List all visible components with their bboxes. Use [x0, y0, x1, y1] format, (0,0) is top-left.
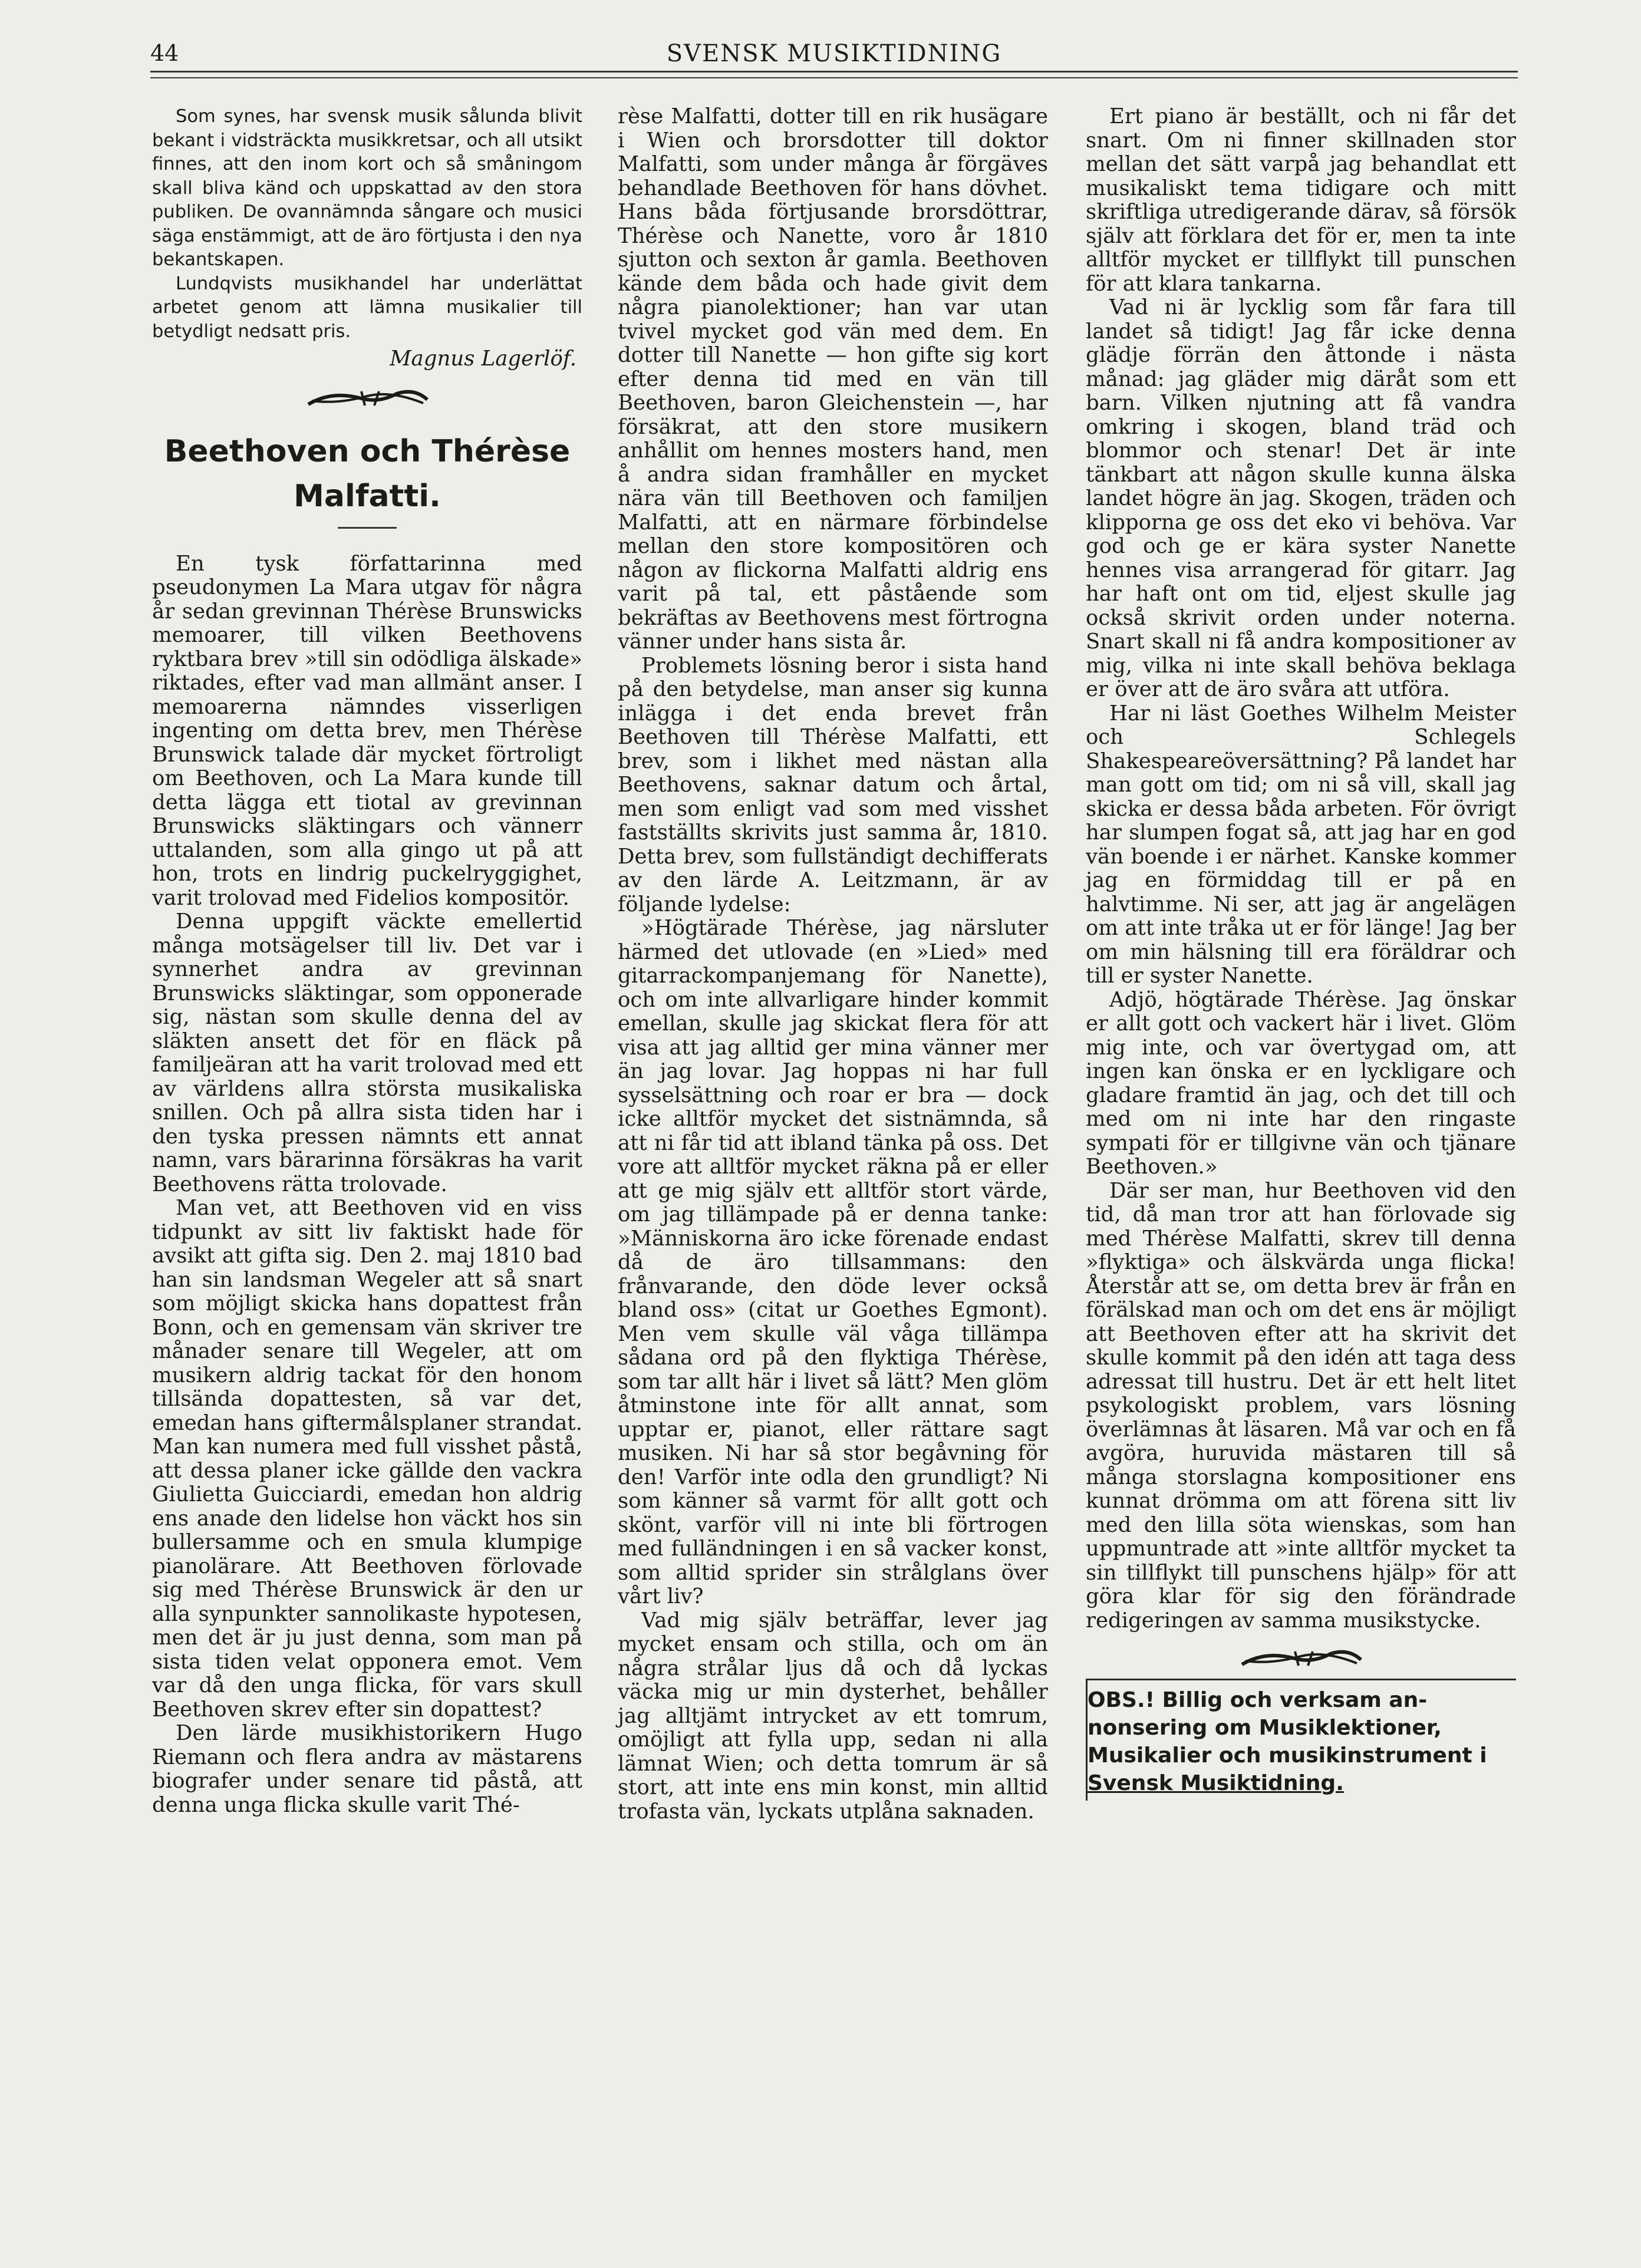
article-paragraph: En tysk författarinna med pseudonymen La Mara utgav för några år sedan grevinnan Thérèse Brunswicks memoarer, till vilken Beethovens ryktbara brev »till sin odödliga älskade» riktades, efter vad man allmänt anser. I memoarerna nämndes visserligen ingenting om detta brev, men Thérèse Brunswick talade där mycket förtroligt om Beethoven, och La Mara kunde till detta lägga ett tiotal av grevinnan Brunswicks släktingars och vännerr uttalanden, som alla gingo ut på att hon, trots en lindrig puckelryggighet, varit trolovad med Fidelios kompositör. — [152, 551, 582, 910]
article-paragraph: Den lärde musikhistorikern Hugo Riemann och flera andra av mästarens biografer under senare tid påstå, att denna unga flicka skulle varit Thé- — [152, 1721, 582, 1817]
page-number: 44 — [150, 40, 179, 66]
intro-paragraph: Som synes, har svensk musik sålunda blivit bekant i vidsträckta musikkretsar, och all utsikt finnes, att den inom kort och så småningom skall bliva känd och uppskattad av den stora publiken. De ovannämnda sångare och musici säga enstämmigt, att de äro förtjusta i den nya bekantskapen. — [152, 106, 582, 270]
page-header — [150, 35, 1518, 71]
article-title-line1: Beethoven och Thérèse — [164, 433, 571, 469]
article-paragraph: Problemets lösning beror i sista hand på den betydelse, man anser sig kunna inlägga i det enda brevet från Beethoven till Thérèse Malfatti, ett brev, som i likhet med nästan alla Beethovens, saknar datum och årtal, men som enligt vad som med visshet fastställts skrivits just samma år, 1810. Detta brev, som fullständigt dechifferats av den lärde A. Leitzmann, är av följande lydelse: — [618, 653, 1048, 917]
ornament-icon — [296, 387, 438, 410]
header-rule — [150, 71, 1518, 72]
header-rule-double — [150, 77, 1518, 78]
article-paragraph: Där ser man, hur Beethoven vid den tid, då man tror att han förlovade sig med Thérèse Malfatti, skrev till denna »flyktiga» och älskvärda unga flicka! Återstår att se, om detta brev är från en förälskad man och om det ens är möjligt att Beethoven efter att ha skrivit det skulle kommit på den idén att taga dess adressat till hustru. Det är ett helt litet psykologiskt problem, vars lösning överlämnas åt läsaren. Må var och en få avgöra, huruvida mästaren till så många storslagna kompositioner ens kunnat drömma om att förena sitt liv med den lilla söta wienskas, som han uppmuntrade att »inte alltför mycket ta sin tillflykt till punschens hjälp» för att göra klar för sig den förändrade redigeringen av samma musikstycke. — [1086, 1178, 1516, 1633]
journal-title: SVENSK MUSIKTIDNING — [666, 40, 1002, 67]
title-rule — [338, 527, 397, 529]
author-signature: Magnus Lagerlöf. — [390, 347, 576, 371]
obs-line: OBS.! Billig och verksam an- — [1088, 1688, 1428, 1712]
letter-paragraph: Ert piano är beställt, och ni får det snart. Om ni finner skillnaden stor mellan det sätt varpå jag behandlat ett musikaliskt tema tidigare och mitt skriftliga utredigerande därav, så försök själv att förklara det för er, men ta inte alltför mycket er tillflykt till punschen för att klara tankarna. — [1086, 104, 1516, 296]
obs-line: Svensk Musiktidning. — [1088, 1771, 1344, 1795]
column-1 — [152, 105, 582, 1817]
column-2 — [618, 105, 1048, 1824]
obs-line: Musikalier och musikinstrument i — [1088, 1743, 1487, 1768]
letter-paragraph: Adjö, högtärade Thérèse. Jag önskar er allt gott och vackert här i livet. Glöm mig inte, och var övertygad om, att ingen kan önska er en lyckligare och gladare framtid än jag, och det till och med om ni inte har den ringaste sympati för er tillgivne vän och tjänare Beethoven.» — [1086, 987, 1516, 1179]
letter-paragraph: »Högtärade Thérèse, jag närsluter härmed det utlovade (en »Lied» med gitarrackompanjemang för Nanette), och om inte allvarligare hinder kommit emellan, skulle jag skickat flera för att visa att jag alltid ger mina vänner mer än jag lovar. Jag hoppas ni har full sysselsättning och roar er bra — dock icke alltför mycket det sistnämnda, så att ni får tid att ibland tänka på oss. Det vore att alltför mycket räkna på er eller att ge mig själv ett alltför stort värde, om jag tillämpade på er denna tanke: »Människorna äro icke förenade endast då de äro tillsammans: den frånvarande, den döde lever också bland oss» (citat ur Goethes Egmont). Men vem skulle väl våga tillämpa sådana ord på den flyktiga Thérèse, som tar allt här i livet så lätt? Men glöm åtminstone inte för allt annat, som upptar er, pianot, eller rättare sagt musiken. Ni har så stor begåvning för den! Varför inte odla den grundligt? Ni som känner så varmt för allt gott och skönt, varför vill ni inte bli förtrogen med fulländningen i en så vacker konst, som alltid sprider sin strålglans över vårt liv? — [618, 916, 1048, 1608]
obs-advertisement — [1086, 1679, 1516, 1801]
article-paragraph: rèse Malfatti, dotter till en rik husägare i Wien och brorsdotter till doktor Malfatti, som under många år förgäves behandlade Beethoven för hans dövhet. Hans båda förtjusande brorsdöttrar, Thérèse och Nanette, voro år 1810 sjutton och sexton år gamla. Beethoven kände dem båda och hade givit dem några pianolektioner; han var utan tvivel mycket god vän med dem. En dotter till Nanette — hon gifte sig kort efter denna tid med en vän till Beethoven, baron Gleichenstein —, har försäkrat, att den store musikern anhållit om hennes mosters hand, men å andra sidan framhåller en mycket nära vän till Beethoven och familjen Malfatti, att en närmare förbindelse mellan den store kompositören och någon av flickorna Malfatti aldrig ens varit på tal, ett påstående som bekräftas av Beethovens mest förtrogna vänner under hans sista år. — [618, 104, 1048, 654]
intro-paragraph: Lundqvists musikhandel har underlättat arbetet genom att lämna musikalier till betydligt nedsatt pris. — [152, 273, 582, 342]
column-3 — [1086, 105, 1516, 1801]
article-title — [152, 429, 582, 519]
article-title-line2: Malfatti. — [294, 478, 441, 514]
article-paragraph: Man vet, att Beethoven vid en viss tidpunkt av sitt liv faktiskt hade för avsikt att gifta sig. Den 2. maj 1810 bad han sin landsman Wegeler att så snart som möjligt skicka hans dopattest från Bonn, och en gemensam vän skriver tre månader senare till Wegeler, att om musikern aldrig tackat för den honom tillsända dopattesten, så var det, emedan hans giftermålsplaner strandat. Man kan numera med full visshet påstå, att dessa planer icke gällde den vackra Giulietta Guicciardi, emedan hon aldrig ens anade den lidelse hon väckt hos sin bullersamme och en smula klumpige pianolärare. Att Beethoven förlovade sig med Thérèse Brunswick är den ur alla synpunkter sannolikaste hypotesen, men det är ju just denna, som man på sista tiden velat opponera emot. Vem var då den unga flicka, för vars skull Beethoven skrev efter sin dopattest? — [152, 1196, 582, 1722]
ornament-icon — [1230, 1647, 1372, 1670]
obs-line: nonsering om Musiklektioner, — [1088, 1716, 1442, 1740]
letter-paragraph: Har ni läst Goethes Wilhelm Meister och Schlegels Shakespeareöversättning? På landet har man gott om tid; om ni så vill, skall jag skicka er dessa båda arbeten. För övrigt har slumpen fogat så, att jag har en god vän boende i er närhet. Kanske kommer jag en förmiddag till er på en halvtimme. Ni ser, att jag är angelägen om att inte tråka ut er för länge! Jag ber om min hälsning till era föräldrar och till er syster Nanette. — [1086, 701, 1516, 988]
article-paragraph: Denna uppgift väckte emellertid många motsägelser till liv. Det var i synnerhet andra av grevinnan Brunswicks släktingar, som opponerade sig, nästan som skulle denna del av släkten ansett det för en fläck på familjeäran att ha varit trolovad med ett av världens allra största musikaliska snillen. Och på allra sista tiden har i den tyska pressen nämnts ett annat namn, vars bärarinna försäkras ha varit Beethovens rätta trolovade. — [152, 909, 582, 1196]
letter-paragraph: Vad ni är lycklig som får fara till landet så tidigt! Jag får icke denna glädje förrän den åttonde i nästa månad: jag gläder mig däråt som ett barn. Vilken njutning att få vandra omkring i skogen, bland träd och blommor och stenar! Det är inte tänkbart att någon skulle kunna älska landet högre än jag. Skogen, träden och klipporna ge oss det eko vi behöva. Var god och ge er kära syster Nanette hennes visa arrangerad för gitarr. Jag har haft ont om tid, eljest skulle jag också skrivit orden under noterna. Snart skall ni få andra kompositioner av mig, vilka ni inte skall behöva beklaga er över att de äro svåra att utföra. — [1086, 295, 1516, 701]
letter-paragraph: Vad mig själv beträffar, lever jag mycket ensam och stilla, och om än några strålar ljus då och då lyckas väcka mig ur min dysterhet, behåller jag alltjämt intrycket av ett tomrum, omöjligt att fylla upp, sedan ni alla lämnat Wien; och detta tomrum är så stort, att inte ens min konst, min alltid trofasta vän, lyckats utplåna saknaden. — [618, 1608, 1048, 1824]
